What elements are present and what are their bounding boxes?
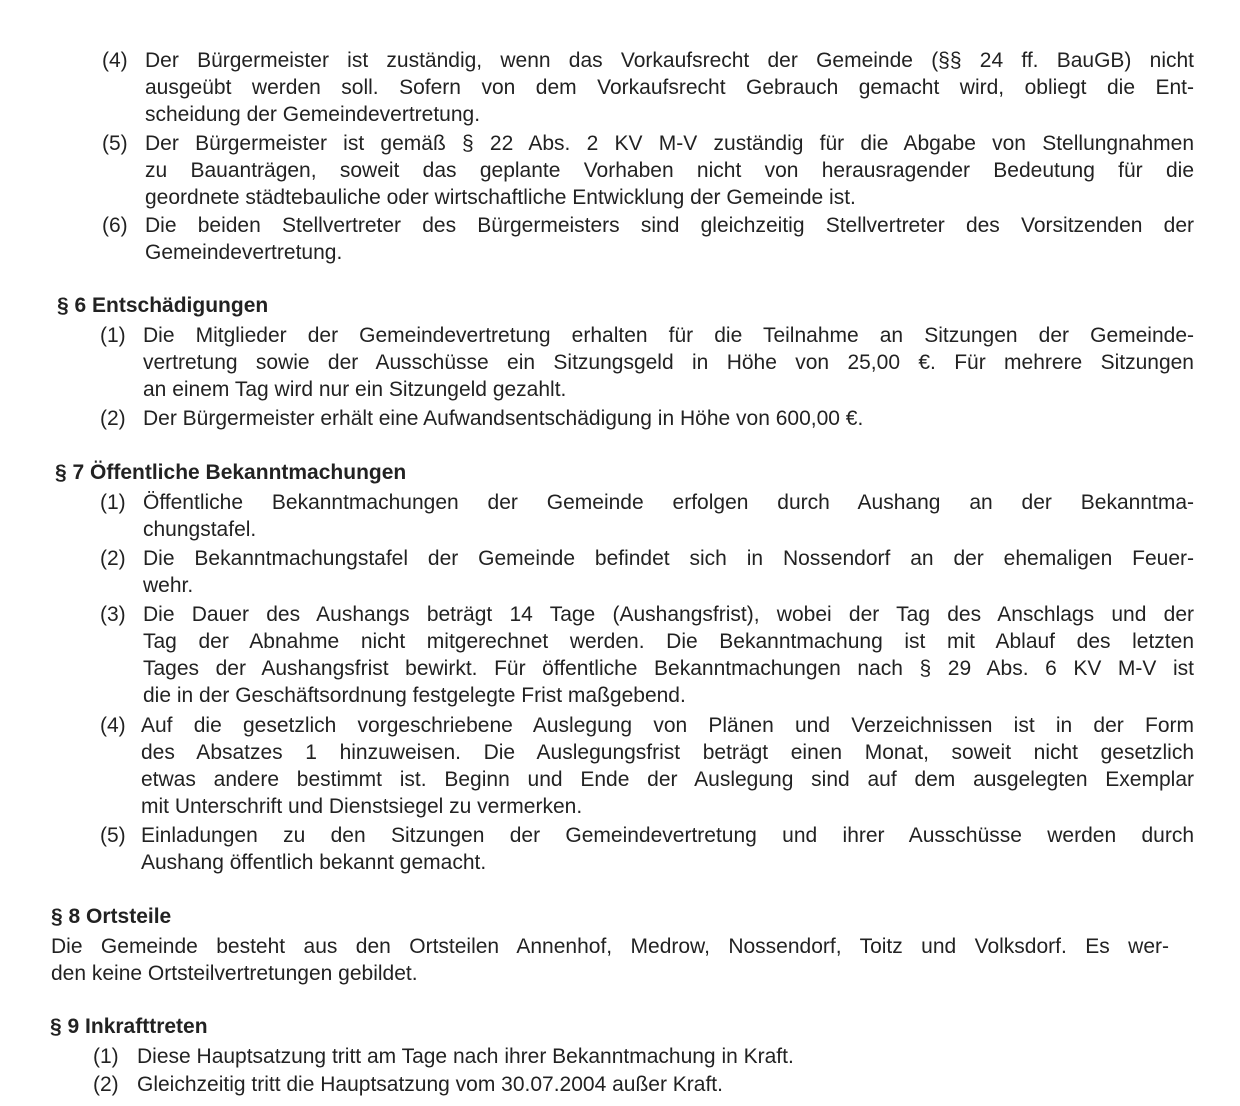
item-number: (1) [100, 324, 126, 347]
text-line: Öffentliche Bekanntmachungen der Gemeinde erfolgen durch Aushang an der Bekanntma- [143, 491, 1194, 514]
text-line: Gemeindevertretung. [145, 241, 343, 264]
text-line: Die Mitglieder der Gemeindevertretung erhalten für die Teilnahme an Sitzungen der Gemeinde- [143, 324, 1194, 347]
item-number: (6) [102, 214, 128, 237]
text-line: Der Bürgermeister erhält eine Aufwandsentschädigung in Höhe von 600,00 €. [143, 407, 864, 430]
text-line: Auf die gesetzlich vorgeschriebene Auslegung von Plänen und Verzeichnissen ist in der Form [141, 714, 1194, 737]
text-line: Die Dauer des Aushangs beträgt 14 Tage (Aushangsfrist), wobei der Tag des Anschlags und der [143, 603, 1194, 626]
text-line: die in der Geschäftsordnung festgelegte Frist maßgebend. [143, 684, 686, 707]
text-line: vertretung sowie der Ausschüsse ein Sitzungsgeld in Höhe von 25,00 €. Für mehrere Sitzungen [143, 351, 1194, 374]
text-line: scheidung der Gemeindevertretung. [145, 103, 481, 126]
section-heading-6: § 6 Entschädigungen [57, 294, 269, 317]
text-line: Gleichzeitig tritt die Hauptsatzung vom 30.07.2004 außer Kraft. [137, 1073, 723, 1096]
section-heading-7: § 7 Öffentliche Bekanntmachungen [55, 461, 407, 484]
item-number: (3) [100, 603, 126, 626]
text-line: Die Bekanntmachungstafel der Gemeinde befindet sich in Nossendorf an der ehemaligen Feuer- [143, 547, 1194, 570]
text-line: Der Bürgermeister ist gemäß § 22 Abs. 2 KV M-V zuständig für die Abgabe von Stellungnahmen [145, 132, 1194, 155]
text-line: Tages der Aushangsfrist bewirkt. Für öffentliche Bekanntmachungen nach § 29 Abs. 6 KV M-V ist [143, 657, 1194, 680]
text-line: Der Bürgermeister ist zuständig, wenn das Vorkaufsrecht der Gemeinde (§§ 24 ff. BauGB) nicht [145, 49, 1194, 72]
text-line: Die Gemeinde besteht aus den Ortsteilen Annenhof, Medrow, Nossendorf, Toitz und Volksdorf. Es wer- [51, 935, 1169, 958]
section-8-paragraph [51, 933, 1169, 987]
section-heading-9: § 9 Inkrafttreten [50, 1015, 208, 1038]
item-number: (2) [93, 1073, 119, 1096]
text-line: des Absatzes 1 hinzuweisen. Die Auslegungsfrist beträgt einen Monat, soweit nicht gesetzlich [141, 741, 1194, 764]
item-number: (2) [100, 547, 126, 570]
text-line: mit Unterschrift und Dienstsiegel zu vermerken. [141, 795, 583, 818]
item-number: (5) [102, 132, 128, 155]
item-number: (4) [100, 714, 126, 737]
text-line: Diese Hauptsatzung tritt am Tage nach ihrer Bekanntmachung in Kraft. [137, 1045, 794, 1068]
text-line: etwas andere bestimmt ist. Beginn und Ende der Auslegung sind auf dem ausgelegten Exemplar [141, 768, 1194, 791]
item-number: (2) [100, 407, 126, 430]
text-line: Tag der Abnahme nicht mitgerechnet werden. Die Bekanntmachung ist mit Ablauf des letzten [143, 630, 1194, 653]
item-number: (1) [100, 491, 126, 514]
item-number: (1) [93, 1045, 119, 1068]
text-line: den keine Ortsteilvertretungen gebildet. [51, 962, 418, 985]
text-line: an einem Tag wird nur ein Sitzungeld gezahlt. [143, 378, 567, 401]
text-line: wehr. [143, 574, 194, 597]
text-line: Die beiden Stellvertreter des Bürgermeisters sind gleichzeitig Stellvertreter des Vorsitzenden der [145, 214, 1194, 237]
text-line: chungstafel. [143, 518, 257, 541]
text-line: Einladungen zu den Sitzungen der Gemeindevertretung und ihrer Ausschüsse werden durch [141, 824, 1194, 847]
text-line: Aushang öffentlich bekannt gemacht. [141, 851, 487, 874]
text-line: geordnete städtebauliche oder wirtschaftliche Entwicklung der Gemeinde ist. [145, 186, 856, 209]
item-number: (5) [100, 824, 126, 847]
text-line: ausgeübt werden soll. Sofern von dem Vorkaufsrecht Gebrauch gemacht wird, obliegt die Ent- [145, 76, 1194, 99]
section-heading-8: § 8 Ortsteile [51, 905, 172, 928]
item-number: (4) [102, 49, 128, 72]
text-line: zu Bauanträgen, soweit das geplante Vorhaben nicht von herausragender Bedeutung für die [145, 159, 1194, 182]
